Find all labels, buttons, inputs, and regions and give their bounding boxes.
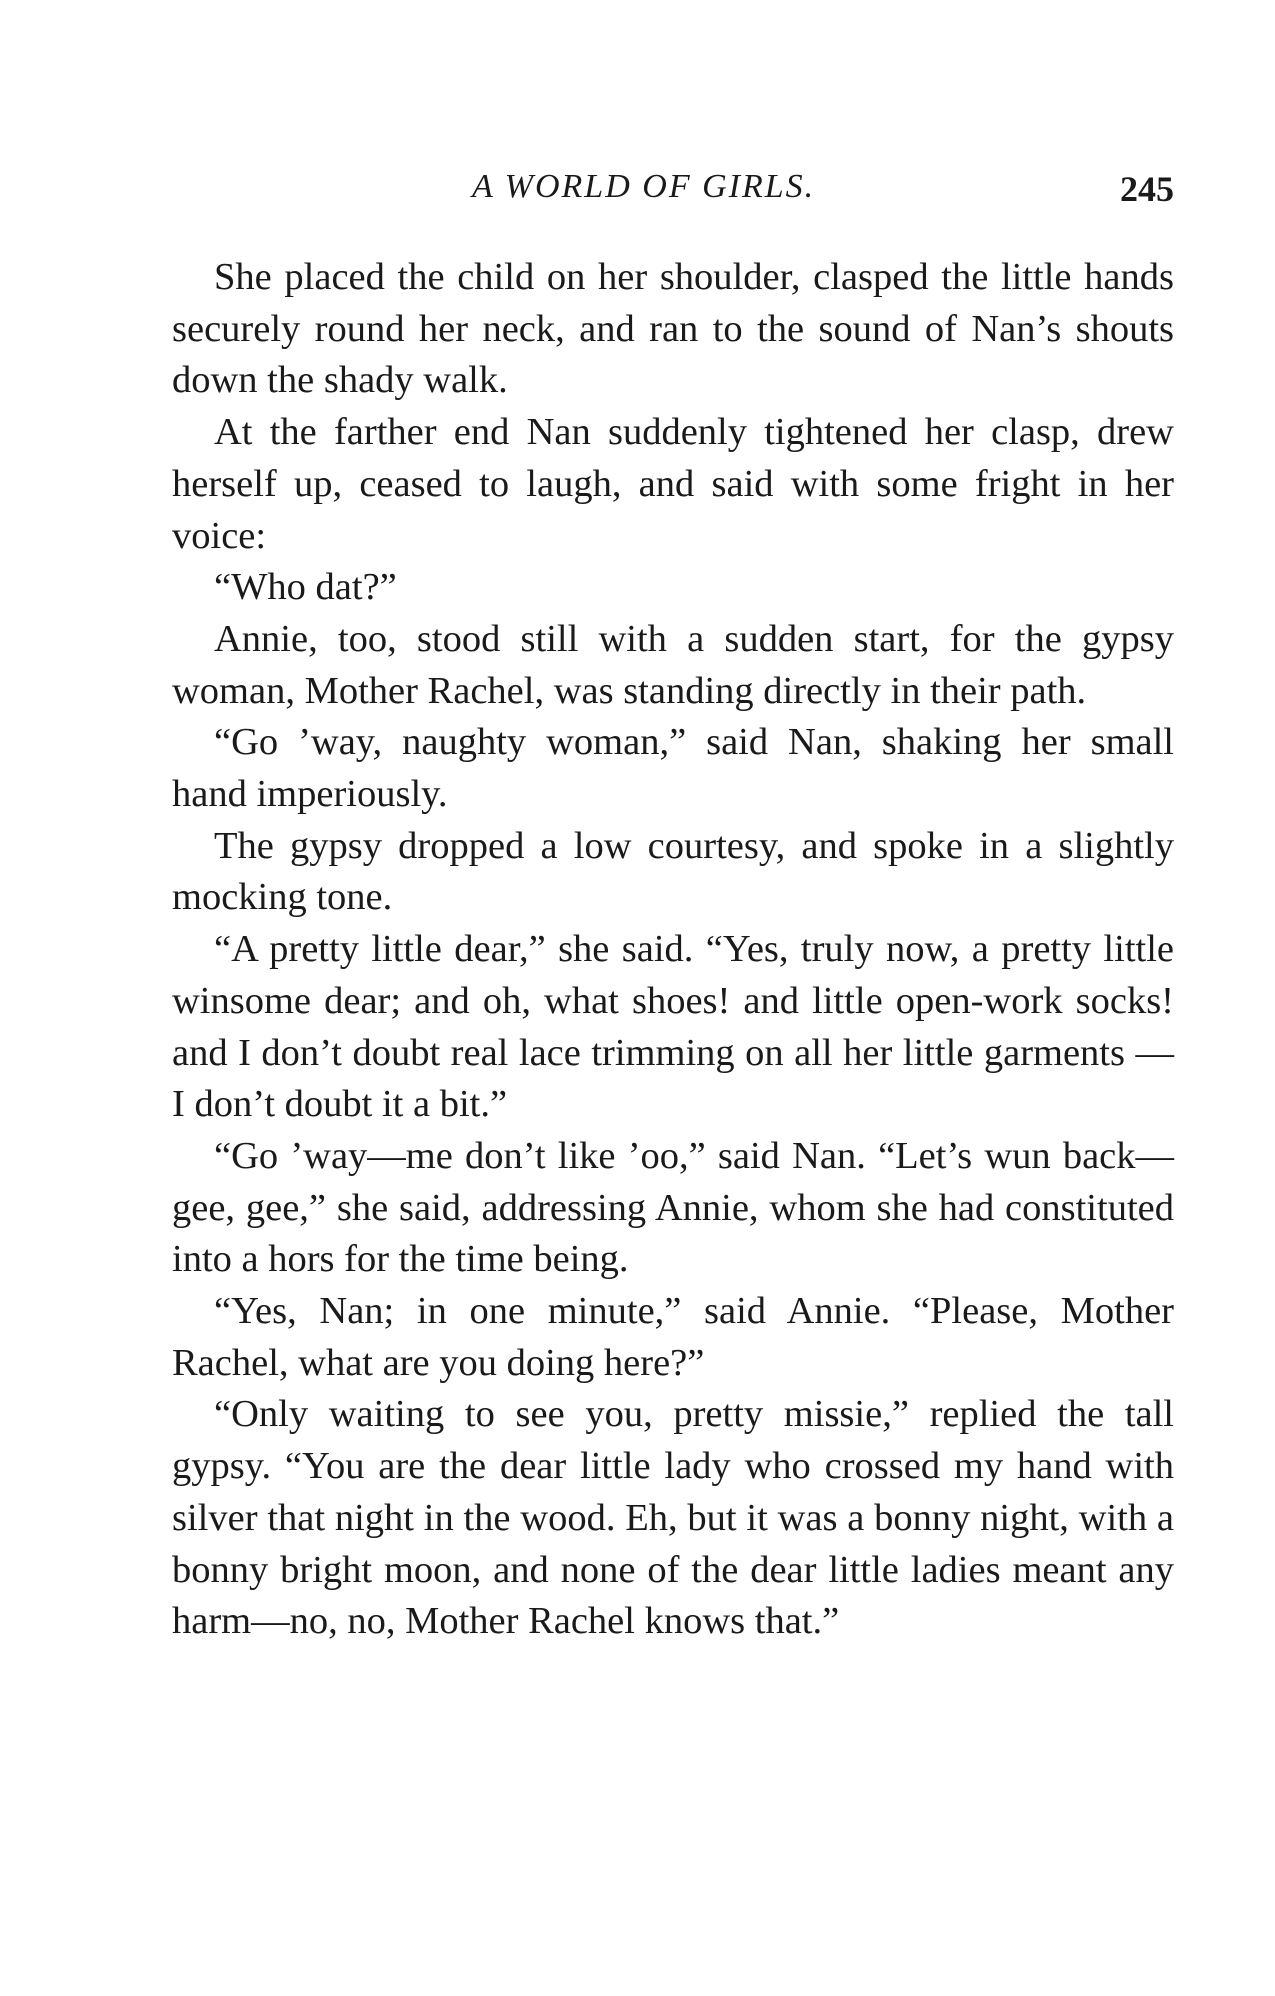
paragraph: She placed the child on her shoulder, clasped the little hands securely round her neck, and ran to the sound of Nan’s shouts down the shady walk. bbox=[172, 256, 1174, 402]
paragraph: “A pretty little dear,” she said. “Yes, truly now, a pretty little winsome dear; and oh, what shoes! and little open-work socks! and I don’t doubt real lace trimming on all her little garments —I don’t doubt it a bit.” bbox=[172, 928, 1174, 1126]
page-number: 245 bbox=[1120, 169, 1174, 209]
page-header bbox=[172, 168, 1174, 218]
body-text bbox=[172, 252, 1174, 1648]
paragraph: “Only waiting to see you, pretty missie,” replied the tall gypsy. “You are the dear little lady who crossed my hand with silver that night in the wood. Eh, but it was a bonny night, with a bonny bright moon, and none of the dear little ladies meant any harm—no, no, Mother Rachel knows that.” bbox=[172, 1393, 1174, 1643]
paragraph: The gypsy dropped a low courtesy, and spoke in a slightly mocking tone. bbox=[172, 824, 1174, 919]
paragraph: “Go ’way, naughty woman,” said Nan, shaking her small hand imperiously. bbox=[172, 721, 1174, 816]
paragraph: At the farther end Nan suddenly tightened her clasp, drew herself up, ceased to laugh, and said with some fright in her voice: bbox=[172, 411, 1174, 557]
paragraph: “Who dat?” bbox=[214, 566, 397, 609]
paragraph: “Yes, Nan; in one minute,” said Annie. “Please, Mother Rachel, what are you doing here?” bbox=[172, 1290, 1174, 1384]
paragraph: Annie, too, stood still with a sudden start, for the gypsy woman, Mother Rachel, was standing directly in their path. bbox=[172, 617, 1174, 712]
paragraph: “Go ’way—me don’t like ’oo,” said Nan. “Let’s wun back—gee, gee,” she said, addressing Annie, whom she had constituted into a hors for the time being. bbox=[172, 1134, 1174, 1281]
running-title: A WORLD OF GIRLS. bbox=[472, 168, 816, 205]
